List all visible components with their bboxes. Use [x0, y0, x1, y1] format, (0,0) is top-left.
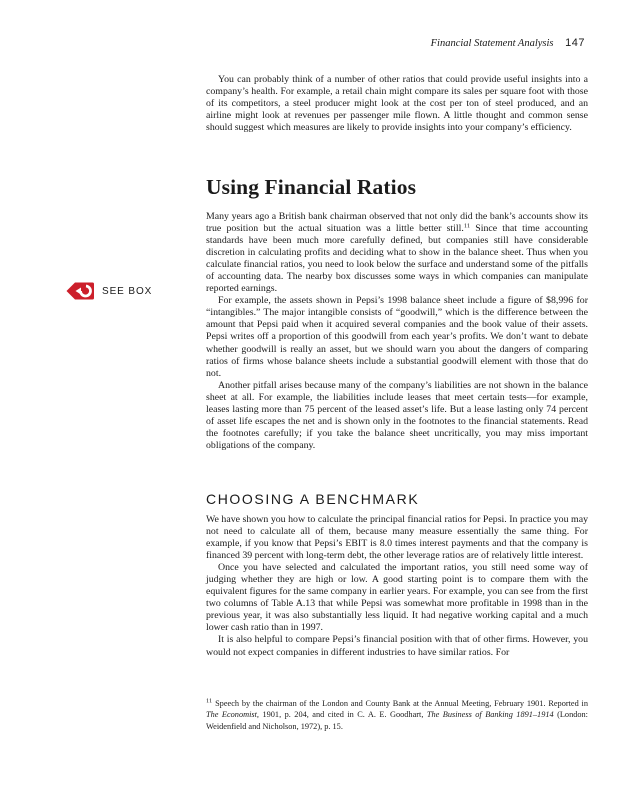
footnote: [206, 698, 588, 732]
footnote-text-2: 1901, p. 204, and cited in C. A. E. Goodhart,: [259, 710, 427, 720]
subsection-paragraph-1: We have shown you how to calculate the principal financial ratios for Pepsi. In practice you may not need to calculate all of them, because many measure essentially the same thing. For example, if you know that Pepsi’s EBIT is 8.0 times interest payments and that the company is financed 39 percent with long-term debt, the other leverage ratios are of relatively little interest.: [206, 514, 588, 562]
section-paragraph-2: For example, the assets shown in Pepsi’s 1998 balance sheet include a figure of $8,996 for “intangibles.” The major intangible consists of “goodwill,” which is the difference between the amount that Pepsi paid when it acquired several companies and the book value of their assets. Pepsi writes off a proportion of this goodwill from each year’s profits. We don’t want to debate whether goodwill is really an asset, but we should warn you about the dangers of comparing ratios of firms whose balance sheets include a substantial goodwill element with those that do not.: [206, 295, 588, 379]
section-body: [206, 211, 588, 452]
arrow-pointer-icon: [65, 281, 95, 301]
footnote-number: 11: [206, 697, 213, 705]
section-heading: Using Financial Ratios: [206, 175, 417, 199]
subsection-body: [206, 514, 588, 659]
footnote-text: Speech by the chairman of the London and County Bank at the Annual Meeting, February 1901. Reported in: [212, 699, 588, 708]
intro-paragraph: You can probably think of a number of other ratios that could provide useful insights into a company’s health. For example, a retail chain might compare its sales per square foot with those of its competitors, a steel producer might look at the cost per ton of steel produced, and an airline might look at revenues per passenger mile flown. A little thought and common sense should suggest which measures are likely to provide insights into your company’s efficiency.: [206, 74, 588, 134]
section-paragraph-3: Another pitfall arises because many of the company’s liabilities are not shown in the balance sheet at all. For example, the liabilities include leases that meet certain tests—for example, leases lasting more than 75 percent of the leased asset’s life. But a lease lasting only 74 percent of asset life escapes the net and is shown only in the footnotes to the financial statements. Read the footnotes carefully; if you take the balance sheet uncritically, you may miss important obligations of the company.: [206, 379, 588, 451]
page-number: 147: [565, 37, 585, 49]
running-head: [431, 37, 585, 49]
intro-section: [206, 74, 588, 134]
running-head-title: Financial Statement Analysis: [430, 38, 554, 49]
footnote-reference[interactable]: 11: [463, 222, 471, 230]
footnote-publication: The Economist,: [206, 710, 260, 720]
section-paragraph-1-cont: Since that time accounting standards have been much more carefully defined, but companies still have considerable discretion in calculating profits and deciding what to show in the balance sheet. Thus when you calculate financial ratios, you need to look below the surface and understand some of the pitfalls of accounting data. The nearby box discusses some ways in which companies can manipulate reported earnings.: [206, 223, 588, 295]
subsection-paragraph-3: It is also helpful to compare Pepsi’s financial position with that of other firms. However, you would not expect companies in different industries to have similar ratios. For: [206, 634, 588, 658]
section-paragraph-1: [206, 211, 588, 295]
see-box-note[interactable]: [65, 281, 152, 301]
footnote-text-3: (London: Weidenfield and Nicholson, 1972), p. 15.: [206, 710, 588, 731]
subsection-heading: CHOOSING A BENCHMARK: [206, 491, 420, 507]
subsection-paragraph-2: Once you have selected and calculated the important ratios, you still need some way of judging whether they are high or low. A good starting point is to compare them with the equivalent figures for the same company in earlier years. For example, you can see from the first two columns of Table A.13 that while Pepsi was somewhat more profitable in 1998 than in the previous year, it was also substantially less liquid. It had negative working capital and a much lower cash ratio than in 1997.: [206, 562, 588, 634]
section-paragraph-1-text: Many years ago a British bank chairman observed that not only did the bank’s accounts show its true position but the actual situation was a little better still.: [206, 211, 588, 235]
footnote-book-title: The Business of Banking 1891–1914: [426, 710, 554, 720]
see-box-label: SEE BOX: [102, 285, 153, 297]
